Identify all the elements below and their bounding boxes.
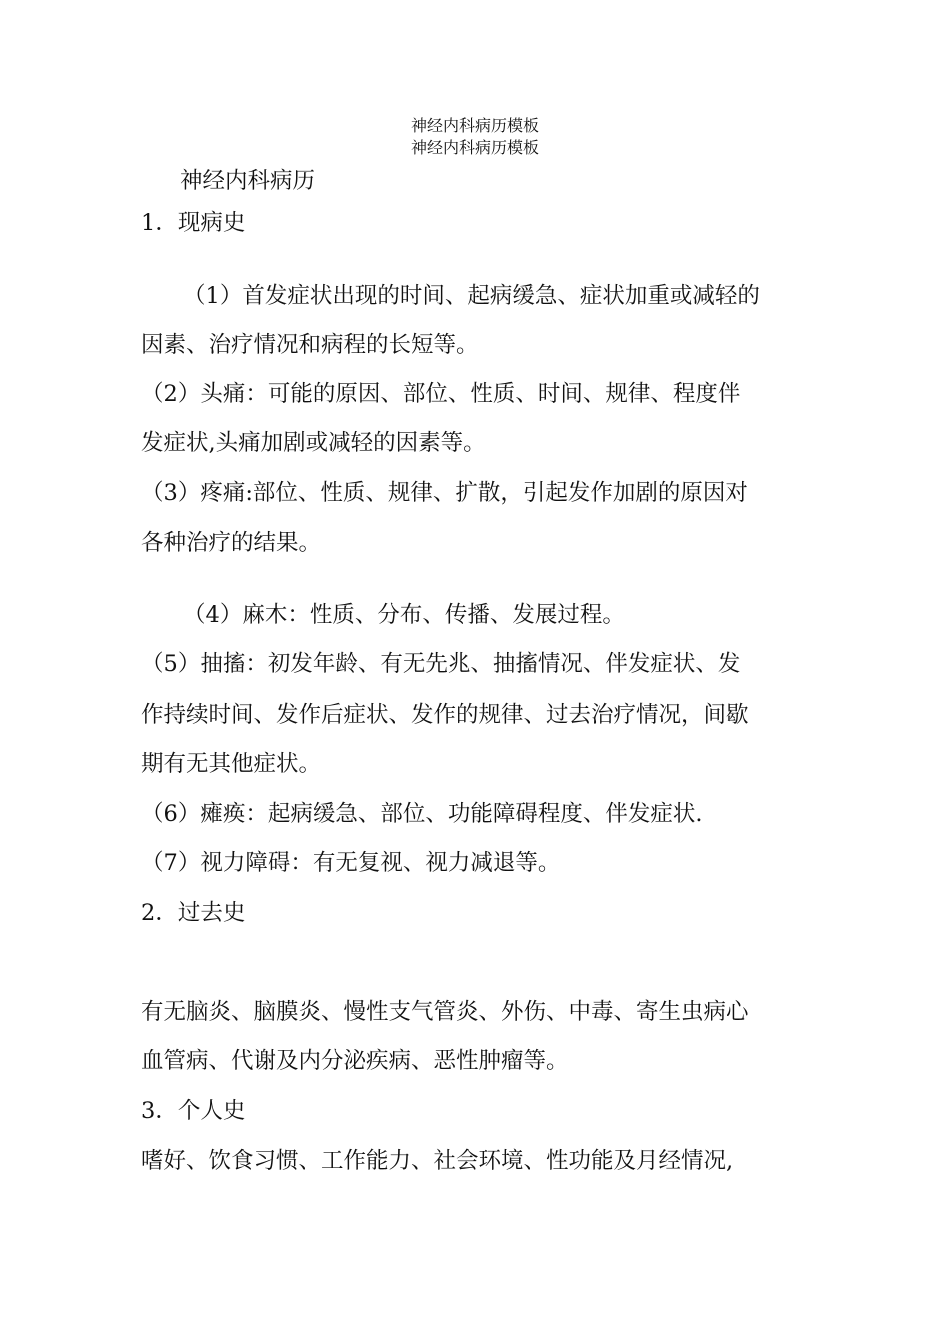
paragraph-line: （1）首发症状出现的时间、起病缓急、症状加重或减轻的 xyxy=(183,283,760,309)
paragraph-line: 有无脑炎、脑膜炎、慢性支气管炎、外伤、中毒、寄生虫病心 xyxy=(141,999,749,1025)
paragraph-line: 因素、治疗情况和病程的长短等。 xyxy=(141,332,479,358)
paragraph-line: 各种治疗的结果。 xyxy=(141,530,322,556)
paragraph-line: 发症状,头痛加剧或减轻的因素等。 xyxy=(141,430,486,456)
header-line-2: 神经内科病历模板 xyxy=(410,138,539,157)
paragraph-line: 期有无其他症状。 xyxy=(141,751,322,777)
header-line-1: 神经内科病历模板 xyxy=(410,116,539,135)
document-title: 神经内科病历 xyxy=(180,168,316,194)
paragraph-line: 作持续时间、发作后症状、发作的规律、过去治疗情况，间歇 xyxy=(141,702,749,728)
paragraph-line: （5）抽搐：初发年龄、有无先兆、抽搐情况、伴发症状、发 xyxy=(141,651,741,677)
section-heading-personal-history: 3．个人史 xyxy=(141,1098,246,1124)
paragraph-line: 血管病、代谢及内分泌疾病、恶性肿瘤等。 xyxy=(141,1048,569,1074)
section-heading-past-history: 2．过去史 xyxy=(141,900,246,926)
section-heading-present-illness: 1．现病史 xyxy=(141,210,246,236)
paragraph-line: （2）头痛：可能的原因、部位、性质、时间、规律、程度伴 xyxy=(141,381,741,407)
paragraph-line: （3）疼痛:部位、性质、规律、扩散，引起发作加剧的原因对 xyxy=(141,480,748,506)
paragraph-line: （4）麻木：性质、分布、传播、发展过程。 xyxy=(183,602,625,628)
paragraph-line: 嗜好、饮食习惯、工作能力、社会环境、性功能及月经情况, xyxy=(141,1148,734,1174)
paragraph-line: （7）视力障碍：有无复视、视力减退等。 xyxy=(141,850,561,876)
paragraph-line: （6）瘫痪：起病缓急、部位、功能障碍程度、伴发症状. xyxy=(141,801,703,827)
